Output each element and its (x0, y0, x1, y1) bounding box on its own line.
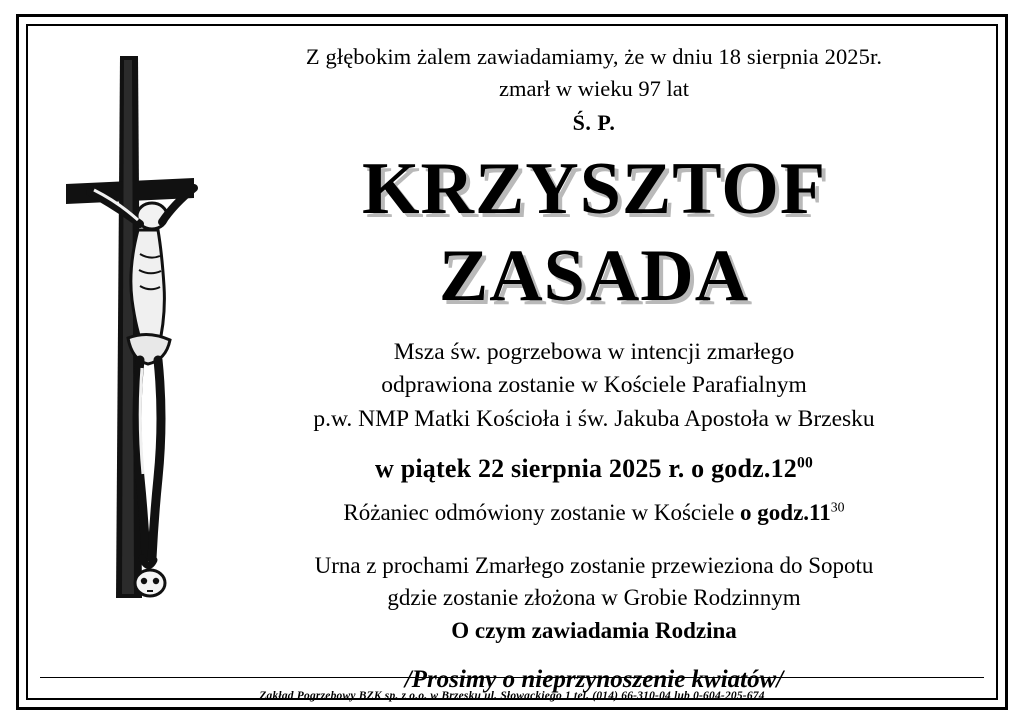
crucifix-icon (54, 38, 204, 628)
rosary-info (206, 500, 982, 526)
notice-text (206, 42, 982, 694)
funeral-home-credit: Zakład Pogrzebowy BZK sp. z o.o. w Brzesku ul. Słowackiego 1 tel. (014) 66-310-04 lub 0-604-205-674 (259, 690, 765, 702)
honorific: Ś. P. (572, 110, 616, 136)
urn-line-2: gdzie zostanie złożona w Grobie Rodzinnym (387, 585, 801, 611)
funeral-datetime-text: w piątek 22 sierpnia 2025 r. o godz.12 (375, 453, 797, 483)
notice-content (36, 34, 988, 694)
mass-info (206, 336, 982, 436)
funeral-datetime-minutes: 00 (796, 454, 813, 472)
urn-info (206, 550, 982, 614)
family-line: O czym zawiadamia Rodzina (451, 618, 737, 644)
intro-line: Z głębokim żalem zawiadamiamy, że w dniu 18 sierpnia 2025r. (305, 44, 883, 69)
rosary-time-minutes: 30 (830, 499, 845, 515)
mass-line-1: Msza św. pogrzebowa w intencji zmarłego (393, 338, 795, 365)
rosary-text: Różaniec odmówiony zostanie w Kościele (343, 499, 741, 525)
age-line: zmarł w wieku 97 lat (499, 75, 689, 101)
footer-divider (40, 677, 984, 678)
funeral-datetime (206, 454, 982, 484)
mass-line-3: p.w. NMP Matki Kościoła i św. Jakuba Apostoła w Brzesku (313, 405, 875, 432)
rosary-time: o godz.11 (740, 499, 831, 525)
urn-line-1: Urna z prochami Zmarłego zostanie przewieziona do Sopotu (314, 552, 874, 578)
deceased-first-name: KRZYSZTOF (361, 148, 827, 231)
mass-line-2: odprawiona zostanie w Kościele Parafialnym (381, 372, 807, 399)
deceased-last-name: ZASADA (438, 234, 750, 317)
flowers-request: /Prosimy o nieprzynoszenie kwiatów/ (404, 666, 784, 694)
